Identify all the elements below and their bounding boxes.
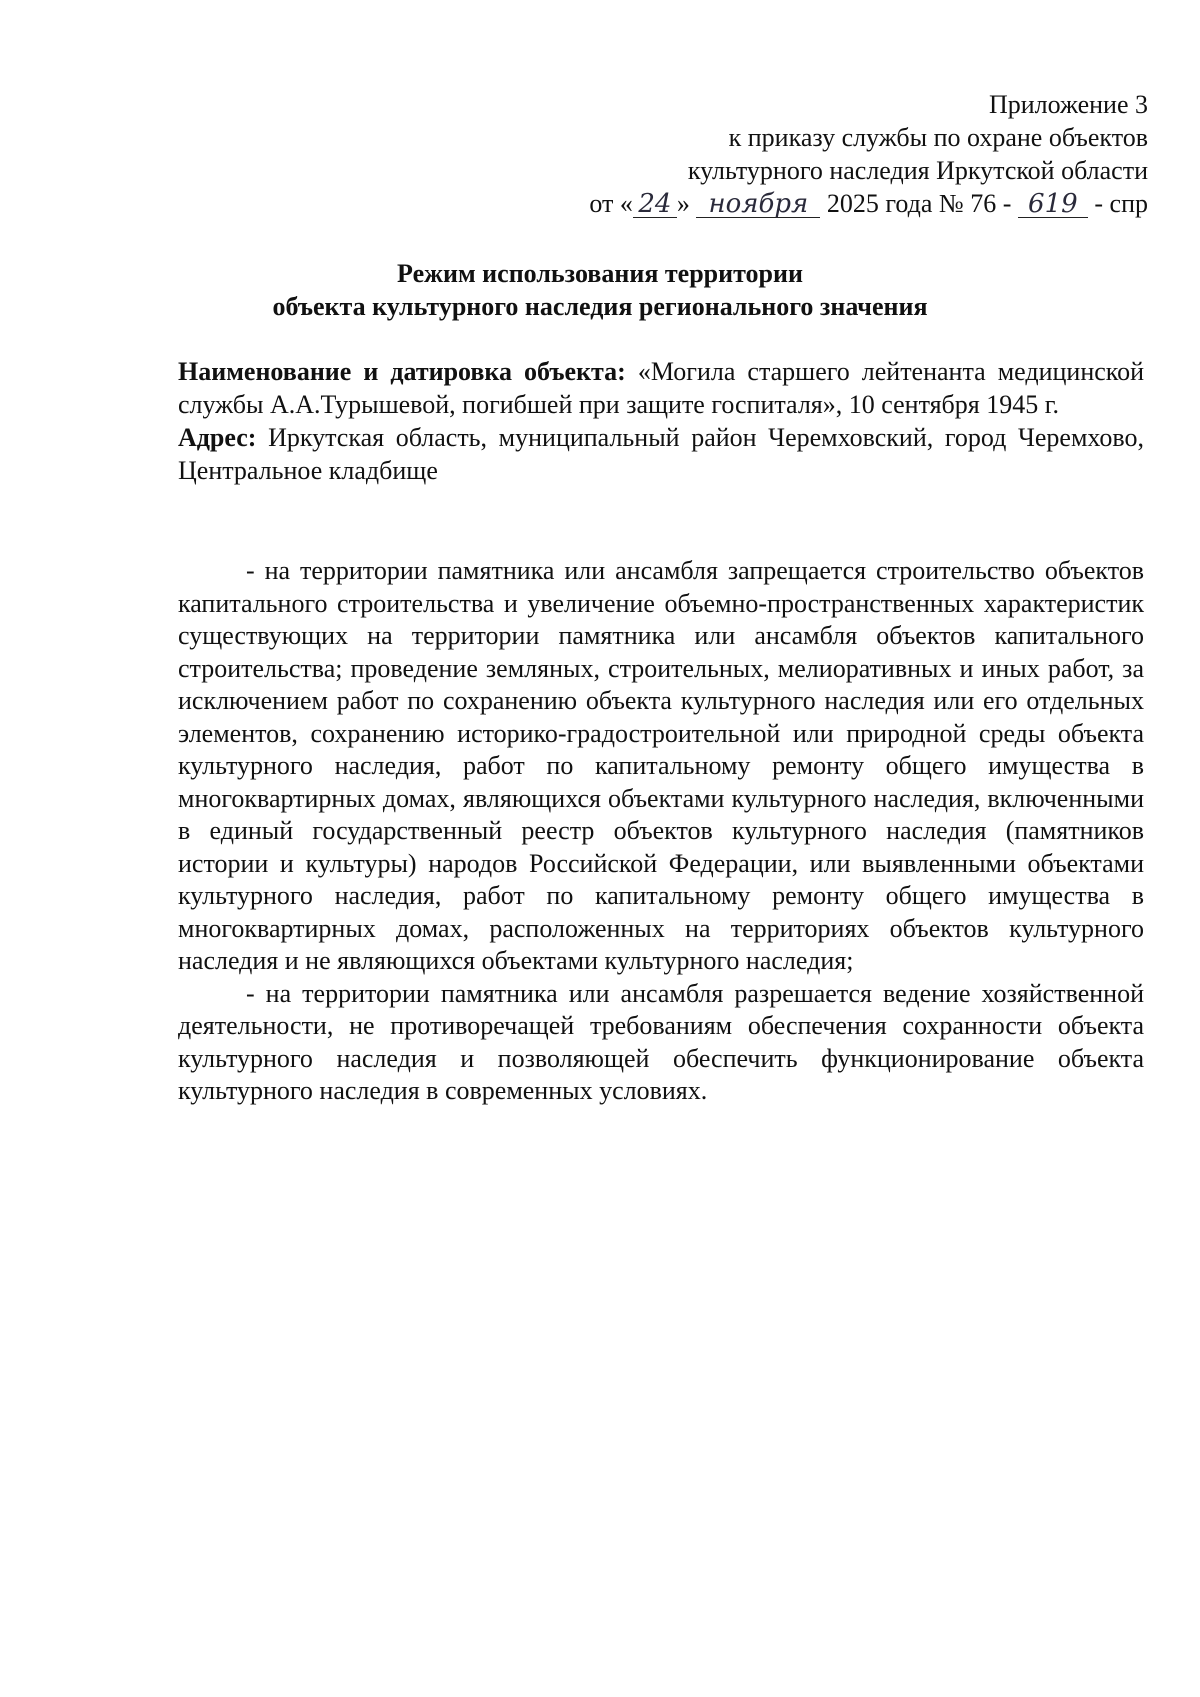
permission-paragraph: - на территории памятника или ансамбля разрешается ведение хозяйственной деятельности, не противоречащей требованиям обеспечения сохранности объекта культурного наследия и позволяющей обеспечить функционирование объекта культурного наследия в современных условиях.	[178, 978, 1144, 1105]
object-address-value: Иркутская область, муниципальный район Черемховский, город Черемхово, Центральное кладбище	[178, 423, 1145, 485]
object-name-value: «Могила старшего лейтенанта медицинской службы А.А.Турышевой, погибшей при защите госпиталя», 10 сентября 1945 г.	[178, 357, 1144, 419]
order-date-line	[448, 187, 1148, 220]
usage-regime	[178, 555, 1144, 1108]
object-name-paragraph	[178, 355, 1144, 421]
order-number-handwritten: 619	[1018, 191, 1088, 218]
object-name-label: Наименование и датировка объекта:	[178, 357, 626, 386]
title-line-1: Режим использования территории	[397, 259, 803, 288]
order-month-handwritten: ноября	[696, 191, 820, 218]
issuing-authority-line: культурного наследия Иркутской области	[687, 156, 1148, 185]
order-date-prefix: от «	[589, 189, 633, 218]
order-day-close-quote: »	[676, 189, 690, 218]
object-info	[178, 355, 1144, 487]
appendix-number: Приложение 3	[988, 90, 1148, 119]
document-title	[100, 257, 1100, 323]
order-reference-line: к приказу службы по охране объектов	[728, 123, 1148, 152]
object-address-label: Адрес:	[178, 423, 257, 452]
prohibition-paragraph: - на территории памятника или ансамбля запрещается строительство объектов капитального строительства и увеличение объемно-пространственных характеристик существующих на территории памятника или ансамбля объектов капитального строительства; проведение земляных, строительных, мелиоративных и иных работ, за исключением работ по сохранению объекта культурного наследия или его отдельных элементов, сохранению историко-градостроительной или природной среды объекта культурного наследия, работ по капитальному ремонту общего имущества в многоквартирных домах, являющихся объектами культурного наследия, включенными в единый государственный реестр объектов культурного наследия (памятников истории и культуры) народов Российской Федерации, или выявленными объектами культурного наследия, работ по капитальному ремонту общего имущества в многоквартирных домах, расположенных на территориях объектов культурного наследия и не являющихся объектами культурного наследия;	[178, 556, 1144, 975]
title-line-2: объекта культурного наследия регионального значения	[272, 292, 928, 321]
appendix-header	[448, 88, 1148, 220]
order-suffix: - спр	[1094, 189, 1148, 218]
object-address-paragraph	[178, 421, 1144, 487]
order-day-handwritten: 24	[633, 191, 677, 218]
order-year-text: 2025 года № 76 -	[826, 189, 1012, 218]
